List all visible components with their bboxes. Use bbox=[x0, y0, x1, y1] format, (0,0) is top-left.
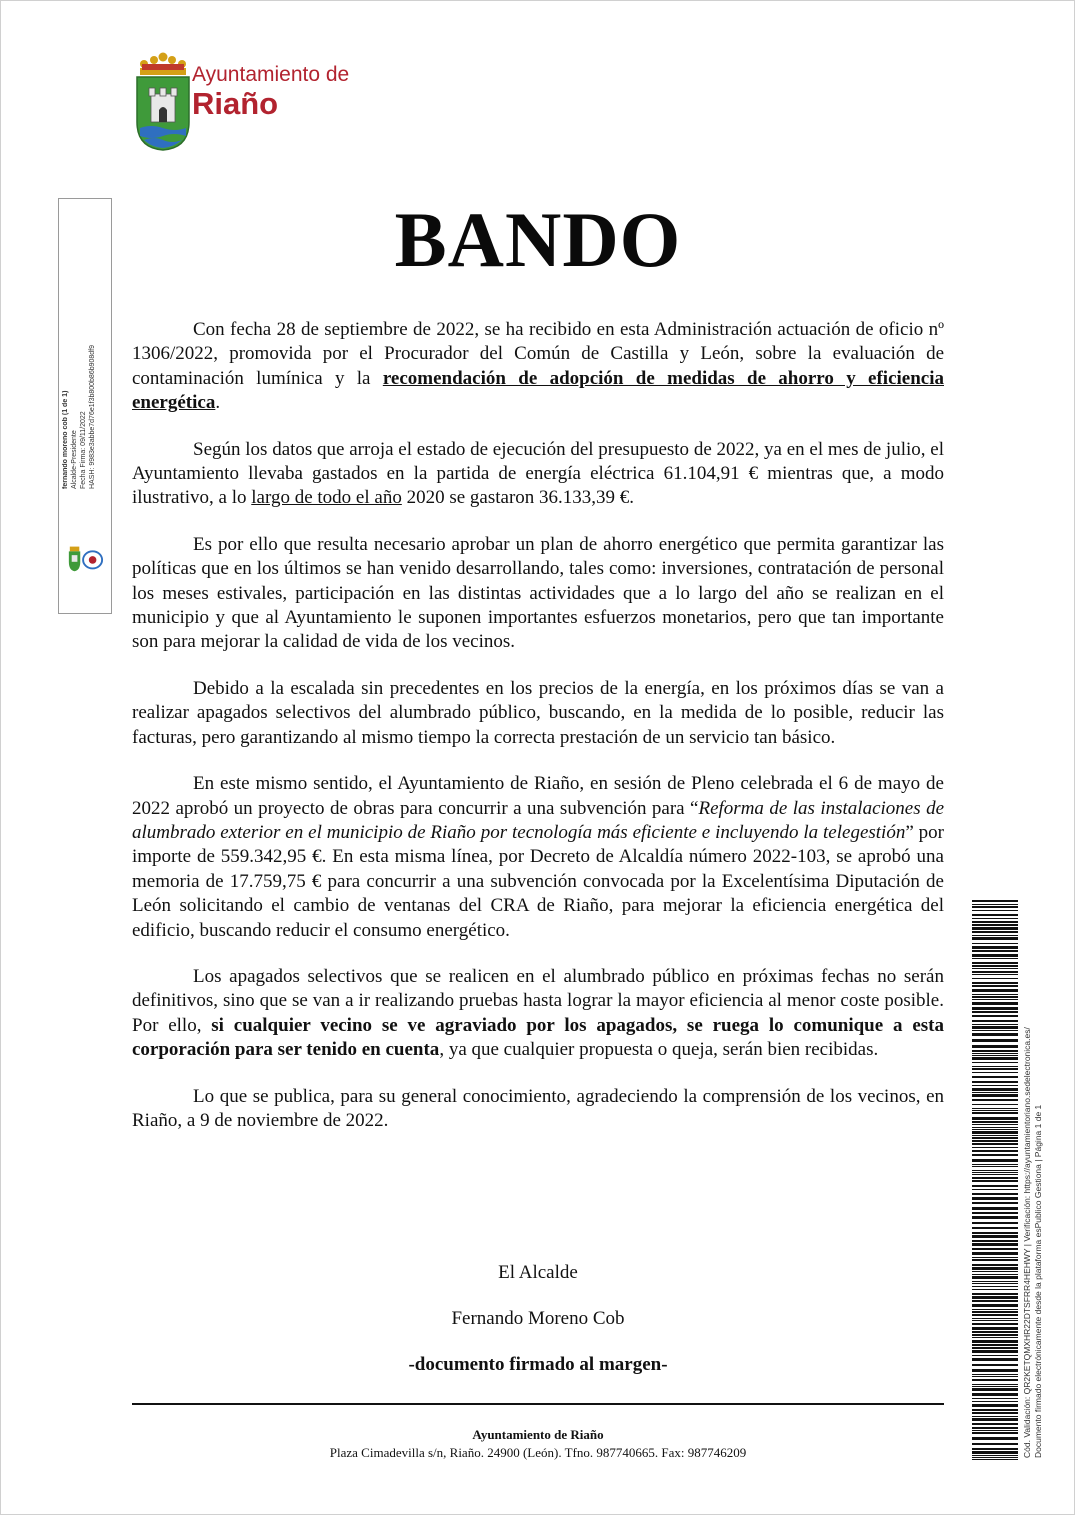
p5-text: En este mismo sentido, el Ayuntamiento de Riaño, en sesión de Pleno celebrada el 6 de mayo de 2022 aprobó un proyecto de obras para concurrir a una subvención para “ bbox=[132, 773, 944, 819]
p5-italic: Reforma de las instalaciones de alumbrado exterior en el municipio de Riaño por tecnología más eficiente e incluyendo la telegestión bbox=[132, 797, 944, 843]
paragraph-4: Debido a la escalada sin precedentes en los precios de la energía, en los próximos días se van a realizar apagados selectivos del alumbrado público, buscando, en la medida de lo posible, reducir las facturas, pero garantizando al mismo tiempo la correcta prestación de un servicio tan básico. bbox=[132, 677, 944, 748]
barcode-bar bbox=[972, 1172, 1018, 1173]
barcode-bar bbox=[972, 1337, 1018, 1338]
paragraph-5 bbox=[132, 772, 944, 943]
barcode-bar bbox=[972, 914, 1018, 916]
barcode-bar bbox=[972, 1393, 1018, 1396]
barcode-bar bbox=[972, 1289, 1018, 1290]
footer-divider bbox=[132, 1403, 944, 1405]
logo-text-line1: Ayuntamiento de bbox=[192, 63, 350, 86]
barcode-bar bbox=[972, 1117, 1018, 1120]
barcode-bar bbox=[972, 1127, 1018, 1128]
barcode-bar bbox=[972, 1271, 1018, 1272]
p2-underline: largo de todo el año bbox=[251, 487, 402, 509]
barcode-bar bbox=[972, 1193, 1018, 1195]
barcode-bar bbox=[972, 1344, 1018, 1346]
barcode-bar bbox=[972, 1358, 1018, 1361]
barcode-bar bbox=[972, 994, 1018, 995]
p1-end: . bbox=[215, 392, 221, 414]
barcode-bar bbox=[972, 1177, 1018, 1179]
p6-text: Los apagados selectivos que se realicen en el alumbrado público en próximas fechas no serán definitivos, sino que se van a ir realizando pruebas hasta lograr la mayor eficiencia al menor coste posible. Por ello, bbox=[132, 965, 944, 1036]
barcode-bar bbox=[972, 1039, 1018, 1042]
document-body bbox=[132, 318, 944, 1155]
barcode-bar bbox=[972, 1264, 1018, 1266]
barcode-bar bbox=[972, 1296, 1018, 1299]
barcode-bar bbox=[972, 968, 1018, 969]
barcode-bar bbox=[972, 1374, 1018, 1375]
barcode-bar bbox=[972, 1451, 1018, 1454]
barcode-bar bbox=[972, 1020, 1018, 1022]
barcode-bar bbox=[972, 1147, 1018, 1148]
barcode-bar bbox=[972, 1189, 1018, 1190]
document-title: BANDO bbox=[394, 196, 682, 283]
barcode-bar bbox=[972, 1283, 1018, 1284]
footer-address: Plaza Cimadevilla s/n, Riaño. 24900 (León). Tfno. 987740665. Fax: 987746209 bbox=[329, 1445, 747, 1460]
barcode-bar bbox=[972, 1327, 1018, 1330]
barcode-bar bbox=[972, 1154, 1018, 1156]
barcode-bar bbox=[972, 1388, 1018, 1391]
barcode-bar bbox=[972, 1002, 1018, 1005]
barcode-bar bbox=[972, 1033, 1018, 1036]
barcode-bar bbox=[972, 1457, 1018, 1458]
barcode-bar bbox=[972, 1334, 1018, 1336]
barcode-bar bbox=[972, 954, 1018, 957]
signature-date: Fecha Firma: 09/11/2022 bbox=[80, 411, 87, 489]
coat-of-arms-icon bbox=[134, 52, 192, 152]
barcode-bar bbox=[972, 1135, 1018, 1136]
barcode-bar bbox=[972, 1432, 1018, 1434]
barcode-bar bbox=[972, 978, 1018, 979]
barcode-bar bbox=[972, 1180, 1018, 1182]
barcode-bar bbox=[972, 921, 1018, 923]
barcode-bar bbox=[972, 1055, 1018, 1056]
barcode-bar bbox=[972, 1281, 1018, 1282]
barcode-bar bbox=[972, 1364, 1018, 1366]
verification-platform: Documento firmado electrónicamente desde la plataforma esPublico Gestiona | Página 1 de 1 bbox=[1033, 1104, 1043, 1458]
barcode-bar bbox=[972, 1340, 1018, 1343]
barcode-bar bbox=[972, 1416, 1018, 1417]
barcode-bar bbox=[972, 1423, 1018, 1425]
barcode-bar bbox=[972, 1121, 1018, 1123]
barcode-bar bbox=[972, 931, 1018, 933]
barcode-bar bbox=[972, 1050, 1018, 1052]
barcode-bar bbox=[972, 900, 1018, 902]
barcode-bar bbox=[972, 1320, 1018, 1321]
barcode-bar bbox=[972, 1274, 1018, 1275]
barcode-bar bbox=[972, 1286, 1018, 1287]
barcode-bar bbox=[972, 1384, 1018, 1385]
barcode-bar bbox=[972, 965, 1018, 967]
barcode-bar bbox=[972, 1222, 1018, 1224]
barcode-bar bbox=[972, 1159, 1018, 1162]
barcode-bar bbox=[972, 1197, 1018, 1200]
barcode-bar bbox=[972, 1104, 1018, 1105]
barcode-bar bbox=[972, 1248, 1018, 1250]
p6-bold: si cualquier vecino se ve agraviado por los apagados, se ruega lo comunique a esta corporación para ser tenido en cuenta bbox=[132, 1014, 944, 1061]
barcode-bar bbox=[972, 1418, 1018, 1421]
barcode-bar bbox=[972, 985, 1018, 987]
barcode-bar bbox=[972, 906, 1018, 908]
barcode-bar bbox=[972, 1376, 1018, 1377]
barcode-bar bbox=[972, 935, 1018, 936]
paragraph-7: Lo que se publica, para su general conocimiento, agradeciendo la comprensión de los vecinos, en Riaño, a 9 de noviembre de 2022. bbox=[132, 1085, 944, 1131]
barcode-bar bbox=[972, 1331, 1018, 1333]
barcode-bar bbox=[972, 1112, 1018, 1114]
barcode-bar bbox=[972, 1369, 1018, 1372]
barcode-bar bbox=[972, 1143, 1018, 1145]
barcode-bar bbox=[972, 1066, 1018, 1067]
barcode-bar bbox=[972, 1076, 1018, 1078]
barcode-bar bbox=[972, 904, 1018, 905]
barcode-bar bbox=[972, 1030, 1018, 1031]
barcode-bar bbox=[972, 1404, 1018, 1407]
barcode-bar bbox=[972, 1164, 1018, 1165]
barcode-bar bbox=[972, 1053, 1018, 1054]
seal-icon bbox=[66, 539, 104, 577]
footer-organization: Ayuntamiento de Riaño bbox=[472, 1427, 604, 1442]
barcode-bar bbox=[972, 1092, 1018, 1093]
barcode-bar bbox=[972, 1355, 1018, 1356]
barcode-bar bbox=[972, 1430, 1018, 1431]
logo-text-line2: Riaño bbox=[192, 86, 279, 121]
p2-text: Según los datos que arroja el estado de ejecución del presupuesto de 2022, ya en el mes de julio, el Ayuntamiento llevaba gastados en la partida de energía eléctrica 61.104,91 € mientras que, a modo ilustrativo, a lo bbox=[132, 438, 944, 509]
barcode-bar bbox=[972, 962, 1018, 964]
barcode-bar bbox=[972, 1026, 1018, 1029]
barcode-bar bbox=[972, 1015, 1018, 1017]
barcode-bar bbox=[972, 1068, 1018, 1070]
verification-text bbox=[1022, 910, 1050, 1458]
barcode-bar bbox=[972, 1409, 1018, 1411]
barcode-bar bbox=[972, 937, 1018, 940]
barcode-bar bbox=[972, 946, 1018, 949]
barcode-bar bbox=[972, 1276, 1018, 1279]
barcode-bar bbox=[972, 1293, 1018, 1295]
barcode-bar bbox=[972, 1386, 1018, 1387]
barcode-bar bbox=[972, 1311, 1018, 1313]
barcode-bar bbox=[972, 989, 1018, 992]
barcode-bar bbox=[972, 1007, 1018, 1010]
barcode-bar bbox=[972, 971, 1018, 973]
barcode-bar bbox=[972, 1398, 1018, 1399]
barcode-bar bbox=[972, 1235, 1018, 1238]
barcode-bar bbox=[972, 1300, 1018, 1302]
barcode-bar bbox=[972, 1412, 1018, 1414]
barcode-bar bbox=[972, 958, 1018, 959]
barcode-bar bbox=[972, 1347, 1018, 1349]
barcode-bar bbox=[972, 1081, 1018, 1083]
barcode-bar bbox=[972, 1443, 1018, 1445]
barcode-bar bbox=[972, 1057, 1018, 1060]
barcode-bar bbox=[972, 1216, 1018, 1219]
barcode-bar bbox=[972, 1259, 1018, 1261]
barcode-bar bbox=[972, 1072, 1018, 1073]
barcode-bar bbox=[972, 1437, 1018, 1440]
paragraph-6 bbox=[132, 965, 944, 1063]
paragraph-3: Es por ello que resulta necesario aprobar un plan de ahorro energético que permita garantizar las políticas que en los últimos se han venido desarrollando, tales como: inversiones, contratación de personal los meses estivales, participación en las distintas actividades que a lo largo del año se realizan en el municipio y que al Ayuntamiento le suponen importantes esfuerzos monetarios, pero que tan importante son para mejorar la calidad de vida de los vecinos. bbox=[132, 533, 944, 653]
barcode-bar bbox=[972, 1170, 1018, 1171]
barcode-bar bbox=[972, 1094, 1018, 1097]
barcode-bar bbox=[972, 1024, 1018, 1025]
barcode-bar bbox=[972, 1045, 1018, 1048]
barcode-bar bbox=[972, 1232, 1018, 1234]
barcode-bar bbox=[972, 1110, 1018, 1111]
barcode-bar bbox=[972, 910, 1018, 911]
signature-stamp bbox=[58, 198, 112, 614]
signer-full-name: Fernando Moreno Cob bbox=[451, 1308, 625, 1329]
barcode-bar bbox=[972, 1166, 1018, 1167]
barcode-bar bbox=[972, 996, 1018, 998]
barcode-bar bbox=[972, 974, 1018, 975]
barcode-bar bbox=[972, 1309, 1018, 1310]
verification-code: Cód. Validación: QR2KETQMXHR22DTSFRR4HEHWY | Verificación: https://ayuntamientoriano.sedelectronica.es/ bbox=[1022, 1027, 1032, 1458]
barcode-bar bbox=[972, 1252, 1018, 1255]
barcode-bar bbox=[972, 1185, 1018, 1187]
paragraph-2 bbox=[132, 438, 944, 511]
barcode-bar bbox=[972, 1448, 1018, 1450]
barcode-bar bbox=[972, 1323, 1018, 1325]
barcode-bar bbox=[972, 1137, 1018, 1139]
barcode-icon bbox=[972, 900, 1018, 1460]
barcode-bar bbox=[972, 1401, 1018, 1402]
barcode-bar bbox=[972, 1243, 1018, 1246]
barcode-bar bbox=[972, 1108, 1018, 1109]
paragraph-1 bbox=[132, 318, 944, 416]
barcode-bar bbox=[972, 924, 1018, 926]
barcode-bar bbox=[972, 943, 1018, 944]
barcode-bar bbox=[972, 1212, 1018, 1214]
barcode-bar bbox=[972, 1257, 1018, 1258]
barcode-bar bbox=[972, 1304, 1018, 1307]
barcode-bar bbox=[972, 1240, 1018, 1242]
signer-title: El Alcalde bbox=[498, 1262, 578, 1283]
signed-note: -documento firmado al margen- bbox=[408, 1354, 668, 1375]
p6-end: , ya que cualquier propuesta o queja, serán bien recibidas. bbox=[439, 1039, 879, 1061]
barcode-bar bbox=[972, 1202, 1018, 1204]
barcode-bar bbox=[972, 1088, 1018, 1091]
p1-emphasis: recomendación de adopción de medidas de ahorro y eficiencia energética bbox=[132, 367, 944, 414]
barcode-bar bbox=[972, 1085, 1018, 1086]
p5-end: ” por importe de 559.342,95 €. En esta misma línea, por Decreto de Alcaldía número 2022-103, se aprobó una memoria de 17.759,75 € para concurrir a una subvención convocada por la Excelentísima Diputación de León solicitando el cambio de ventanas del CRA de Riaño, para mejorar la eficiencia energética del edificio, buscando reducir el consumo energético. bbox=[132, 821, 944, 941]
barcode-bar bbox=[972, 927, 1018, 930]
barcode-bar bbox=[972, 1314, 1018, 1316]
p1-text: Con fecha 28 de septiembre de 2022, se ha recibido en esta Administración actuación de oficio nº 1306/2022, promovida por el Procurador del Común de Castilla y León, sobre la evaluación de contaminación lumínica y la bbox=[132, 319, 944, 389]
barcode-bar bbox=[972, 1062, 1018, 1063]
barcode-bar bbox=[972, 1427, 1018, 1429]
barcode-bar bbox=[972, 999, 1018, 1000]
barcode-bar bbox=[972, 918, 1018, 919]
signature-text bbox=[61, 199, 109, 499]
barcode-bar bbox=[972, 1174, 1018, 1175]
barcode-bar bbox=[972, 950, 1018, 952]
barcode-bar bbox=[972, 1131, 1018, 1134]
signer-name: fernando moreno cob (1 de 1) bbox=[62, 390, 69, 489]
barcode-bar bbox=[972, 1150, 1018, 1152]
barcode-bar bbox=[972, 1267, 1018, 1270]
barcode-bar bbox=[972, 1124, 1018, 1125]
barcode-bar bbox=[972, 1129, 1018, 1130]
barcode-bar bbox=[972, 1099, 1018, 1101]
barcode-bar bbox=[972, 1459, 1018, 1460]
barcode-bar bbox=[972, 1140, 1018, 1142]
signer-role: Alcalde-Presidente bbox=[71, 430, 78, 489]
p2-end: 2020 se gastaron 36.133,39 €. bbox=[401, 487, 635, 509]
signature-hash: HASH: 9983e3abbe7d76e1f3b800b86b908df9 bbox=[89, 344, 96, 489]
barcode-bar bbox=[972, 982, 1018, 984]
barcode-bar bbox=[972, 1227, 1018, 1229]
barcode-bar bbox=[972, 1207, 1018, 1210]
barcode-bar bbox=[972, 1455, 1018, 1456]
barcode-bar bbox=[972, 1379, 1018, 1381]
barcode-bar bbox=[972, 1011, 1018, 1013]
municipal-logo bbox=[134, 52, 384, 152]
barcode-bar bbox=[972, 1350, 1018, 1353]
barcode-bar bbox=[972, 1318, 1018, 1319]
